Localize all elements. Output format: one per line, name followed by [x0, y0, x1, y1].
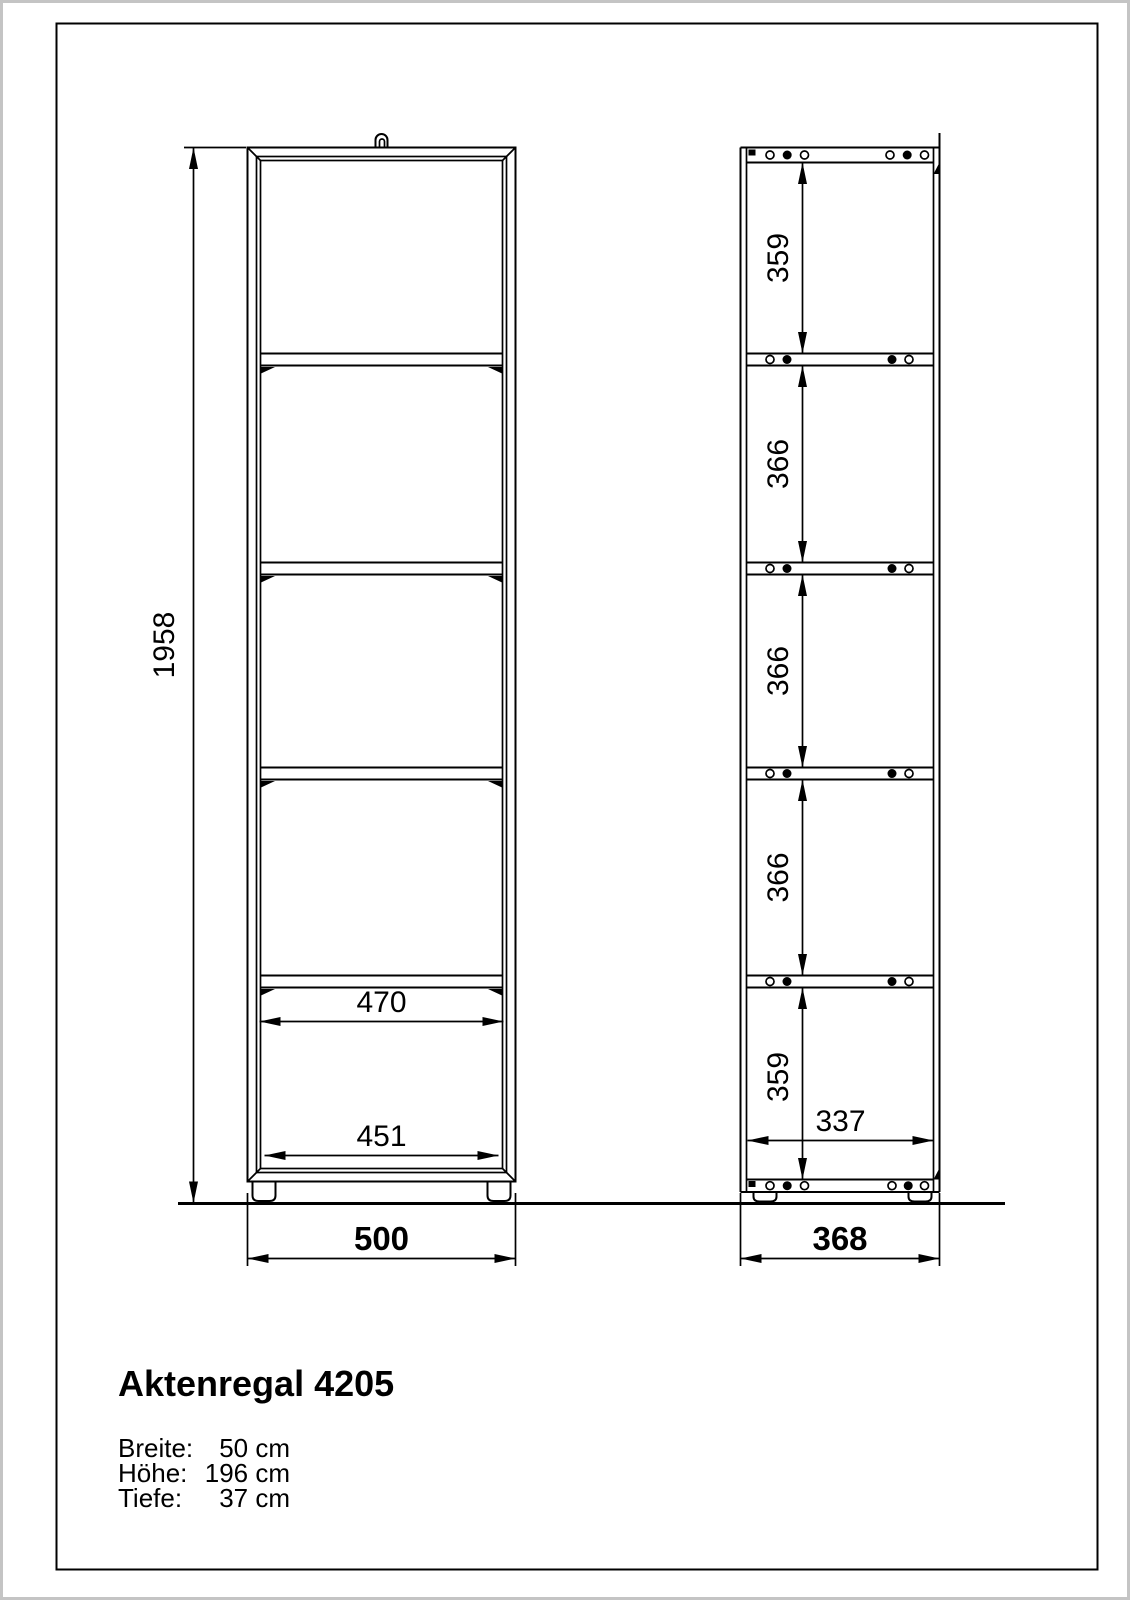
shelf-pin	[261, 367, 275, 374]
hole-open	[801, 151, 809, 159]
shelf-pin	[488, 989, 502, 996]
arrowhead-right	[919, 1254, 940, 1263]
arrowhead-up	[189, 148, 198, 170]
hole-open	[888, 1182, 896, 1190]
loop-outer	[376, 134, 388, 148]
drawing-frame	[57, 24, 1098, 1570]
page-title: Aktenregal 4205	[118, 1363, 395, 1404]
hole-open	[766, 978, 774, 986]
compartment-label: 359	[762, 232, 795, 284]
title-block	[118, 1363, 394, 1513]
miter-bottom-right	[503, 1169, 516, 1182]
compartment-label: 366	[762, 645, 795, 697]
arrowhead-up	[798, 988, 807, 1010]
compartment-label: 366	[762, 438, 795, 490]
spec-label-height: Höhe:	[118, 1458, 188, 1488]
hole-filled	[888, 355, 897, 364]
front-feet	[253, 1182, 511, 1202]
spec-value-height: 196 cm	[204, 1458, 290, 1488]
side-feet	[754, 1192, 932, 1202]
shelf-pin	[261, 781, 275, 788]
dimension-height-1958	[148, 148, 246, 1204]
arrowhead-right	[478, 1151, 499, 1160]
shelf-pin	[488, 367, 502, 374]
spec-value-depth: 37 cm	[219, 1483, 290, 1513]
shelf-pin	[261, 576, 275, 583]
arrowhead-down	[798, 1158, 807, 1180]
arrowhead-down	[798, 746, 807, 768]
arrowhead-left	[248, 1254, 269, 1263]
hole-open	[766, 770, 774, 778]
shelf-pin	[488, 781, 502, 788]
arrowhead-left	[748, 1136, 769, 1145]
arrowhead-up	[798, 780, 807, 802]
hole-open	[921, 1182, 929, 1190]
hole-open	[766, 151, 774, 159]
dimension-label-inner-width-lower: 451	[356, 1120, 407, 1153]
corner-block	[749, 150, 756, 156]
hole-open	[905, 565, 913, 573]
arrowhead-down	[798, 541, 807, 563]
foot	[488, 1182, 511, 1202]
hole-filled	[783, 151, 792, 160]
hole-open	[766, 356, 774, 364]
hole-open	[905, 978, 913, 986]
miter-bottom-left	[248, 1169, 261, 1182]
hole-open	[905, 770, 913, 778]
shelf-pin	[488, 576, 502, 583]
miter-top-left	[248, 148, 261, 161]
hole-filled	[783, 1181, 792, 1190]
spec-value-width: 50 cm	[219, 1433, 290, 1463]
dimension-compartments	[762, 163, 807, 1180]
hole-filled	[783, 564, 792, 573]
shelf-pin	[261, 989, 275, 996]
compartment-label: 359	[762, 1051, 795, 1103]
arrowhead-down	[189, 1182, 198, 1204]
loop-inner	[380, 139, 385, 148]
dimension-label-inner-depth: 337	[815, 1105, 866, 1138]
hole-filled	[783, 355, 792, 364]
hole-open	[905, 356, 913, 364]
hole-open	[886, 151, 894, 159]
compartment-label: 366	[762, 852, 795, 903]
hole-open	[801, 1182, 809, 1190]
front-view	[248, 134, 516, 1201]
spec-label-depth: Tiefe:	[118, 1483, 183, 1513]
arrowhead-left	[260, 1017, 281, 1026]
miter-top-right	[503, 148, 516, 161]
cabinet-frame	[248, 148, 516, 1182]
dimension-label-total-depth: 368	[812, 1220, 868, 1257]
arrowhead-down	[798, 954, 807, 976]
wall-mount-loop-icon	[376, 134, 388, 148]
hole-filled	[783, 977, 792, 986]
dimension-inner-width-470	[260, 986, 504, 1026]
hole-filled	[888, 769, 897, 778]
arrowhead-right	[913, 1136, 934, 1145]
foot	[909, 1192, 932, 1202]
spec-label-width: Breite:	[118, 1433, 194, 1463]
dimension-label-height: 1958	[148, 611, 181, 679]
hole-filled	[783, 769, 792, 778]
foot	[253, 1182, 276, 1202]
hole-open	[766, 1182, 774, 1190]
shelves	[261, 354, 503, 988]
arrowhead-up	[798, 163, 807, 185]
foot	[754, 1192, 777, 1202]
dimension-inner-width-451	[265, 1120, 499, 1160]
corner-block	[749, 1181, 756, 1187]
arrowhead-left	[265, 1151, 286, 1160]
hole-open	[766, 565, 774, 573]
arrowhead-down	[798, 332, 807, 354]
hole-filled	[903, 151, 912, 160]
hole-filled	[888, 564, 897, 573]
hole-filled	[888, 977, 897, 986]
arrowhead-left	[741, 1254, 762, 1263]
arrowhead-up	[798, 575, 807, 597]
dimension-label-inner-width-upper: 470	[356, 986, 407, 1019]
dimension-label-total-width: 500	[353, 1220, 410, 1257]
arrowhead-right	[495, 1254, 516, 1263]
dimension-inner-depth-337	[748, 1105, 934, 1145]
cabinet-outline	[248, 148, 516, 1182]
hole-filled	[904, 1181, 913, 1190]
arrowhead-up	[798, 366, 807, 388]
frame-mid-line	[257, 157, 507, 1173]
arrowhead-right	[483, 1017, 504, 1026]
hole-open	[921, 151, 929, 159]
shelf-pins	[261, 367, 502, 996]
